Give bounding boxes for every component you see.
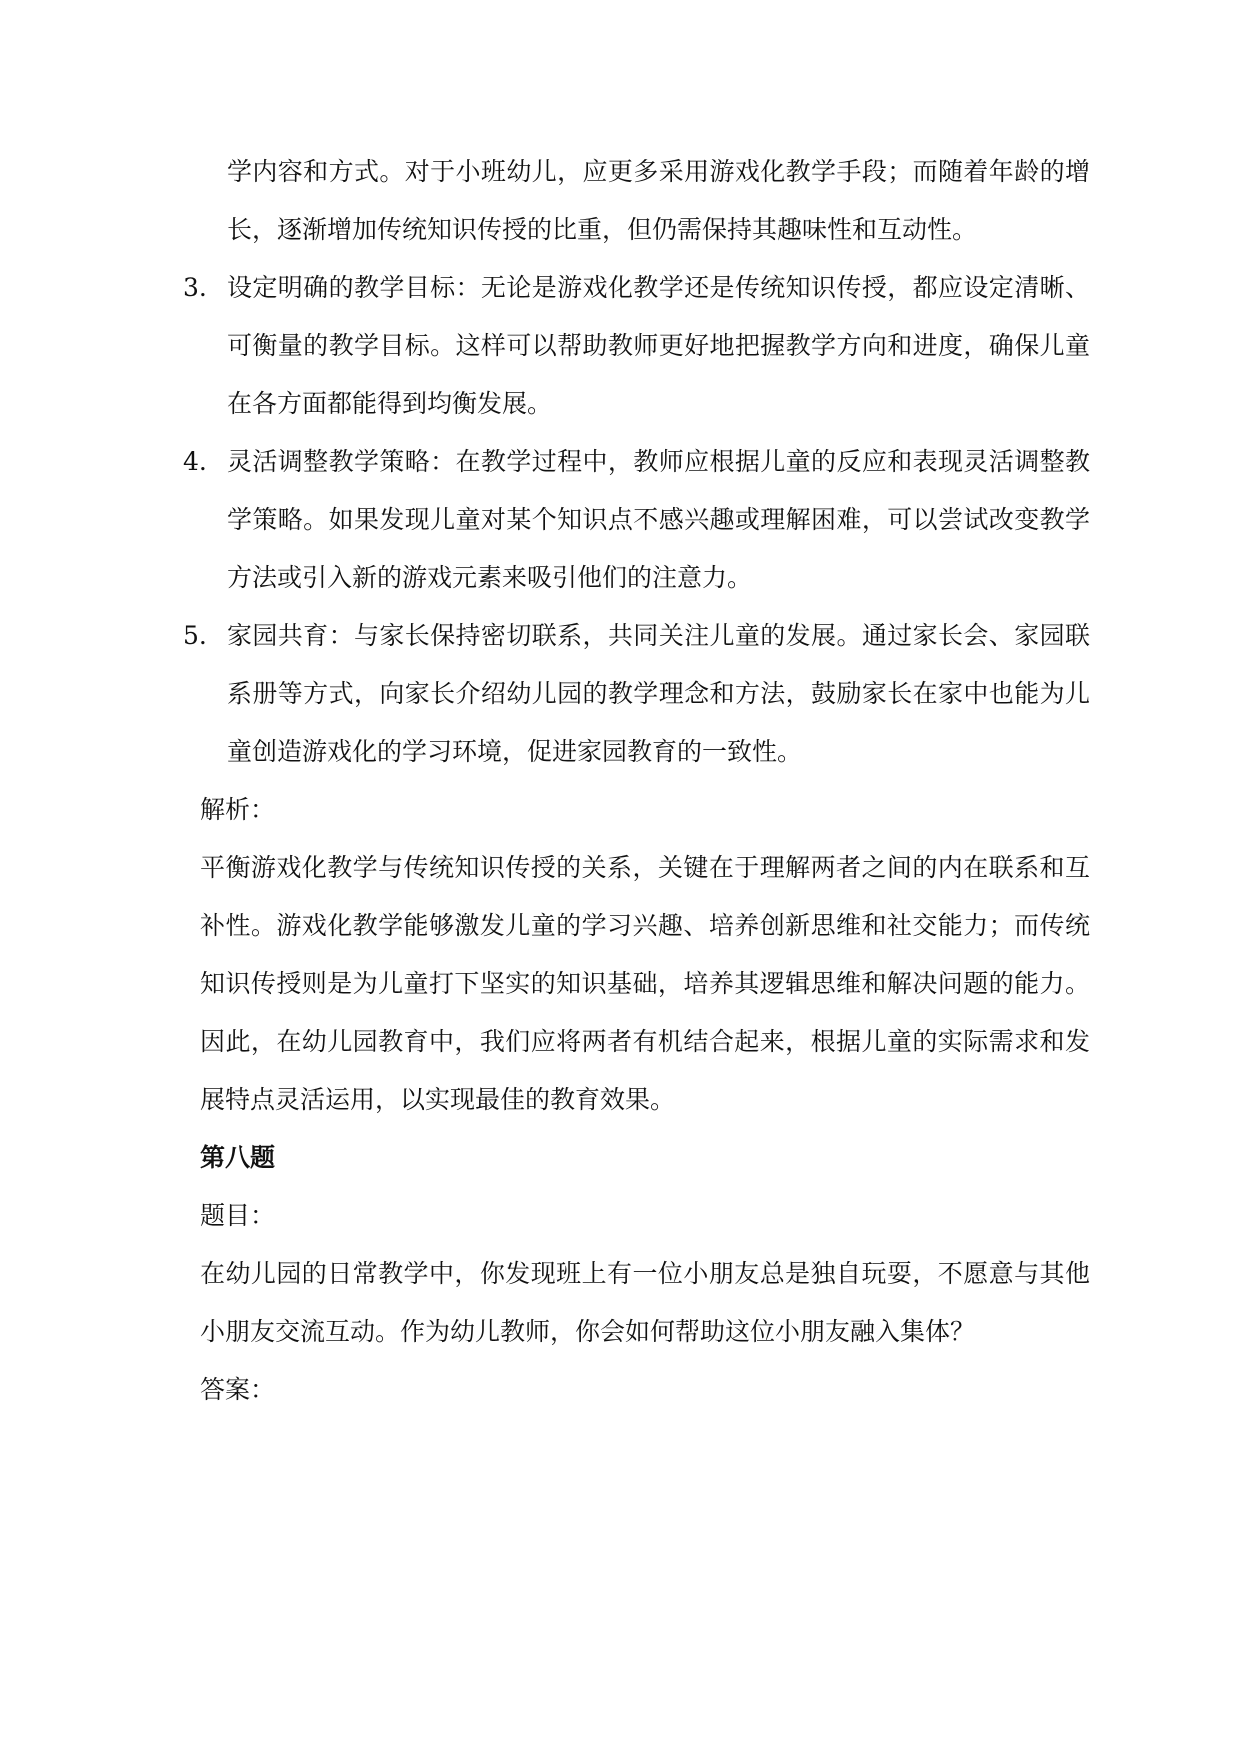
list-number: 3. [183,273,207,302]
list-item-text: 灵活调整教学策略：在教学过程中，教师应根据儿童的反应和表现灵活调整教学策略。如果发现儿童对某个知识点不感兴趣或理解困难，可以尝试改变教学方法或引入新的游戏元素来吸引他们的注意力。 [227,447,1090,592]
list-item-3 [183,259,1090,433]
section-heading: 第八题 [200,1143,276,1172]
list-item-5 [183,607,1090,781]
page-content [183,143,1090,1419]
continued-paragraph: 学内容和方式。对于小班幼儿，应更多采用游戏化教学手段；而随着年龄的增长，逐渐增加传统知识传授的比重，但仍需保持其趣味性和互动性。 [227,157,1090,244]
list-number: 4. [183,447,207,476]
list-item-text: 家园共育：与家长保持密切联系，共同关注儿童的发展。通过家长会、家园联系册等方式，向家长介绍幼儿园的教学理念和方法，鼓励家长在家中也能为儿童创造游戏化的学习环境，促进家园教育的一致性。 [227,621,1090,766]
list-number: 5. [183,621,207,650]
answer-label: 答案： [200,1375,276,1404]
question-label: 题目： [200,1201,276,1230]
question-paragraph: 在幼儿园的日常教学中，你发现班上有一位小朋友总是独自玩耍，不愿意与其他小朋友交流互动。作为幼儿教师，你会如何帮助这位小朋友融入集体？ [200,1259,1090,1346]
analysis-label: 解析： [200,795,276,824]
analysis-paragraph: 平衡游戏化教学与传统知识传授的关系，关键在于理解两者之间的内在联系和互补性。游戏化教学能够激发儿童的学习兴趣、培养创新思维和社交能力；而传统知识传授则是为儿童打下坚实的知识基础，培养其逻辑思维和解决问题的能力。因此，在幼儿园教育中，我们应将两者有机结合起来，根据儿童的实际需求和发展特点灵活运用，以实现最佳的教育效果。 [200,853,1090,1114]
list-item-text: 设定明确的教学目标：无论是游戏化教学还是传统知识传授，都应设定清晰、可衡量的教学目标。这样可以帮助教师更好地把握教学方向和进度，确保儿童在各方面都能得到均衡发展。 [227,273,1090,418]
list-item-4 [183,433,1090,607]
